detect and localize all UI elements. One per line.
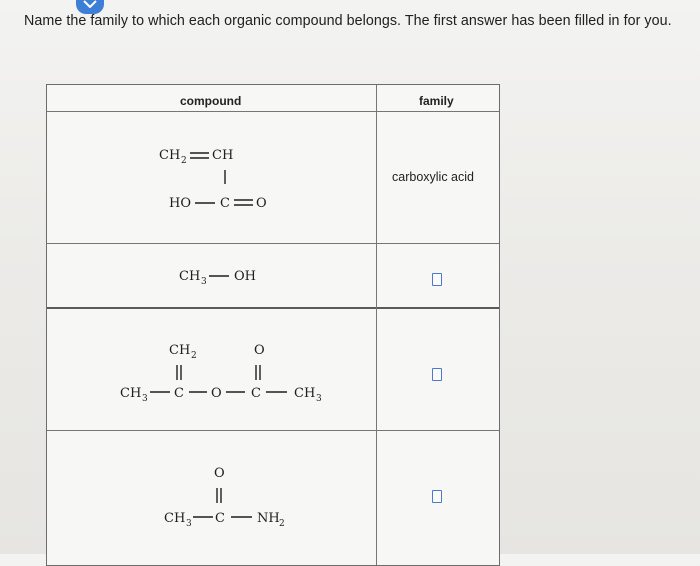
question-instructions: Name the family to which each organic compound belongs. The first answer has been filled in for you. bbox=[24, 13, 672, 29]
formula-text: O bbox=[214, 466, 225, 481]
compound-family-table bbox=[46, 84, 500, 566]
formula-text: O bbox=[211, 386, 222, 401]
formula-text: CH bbox=[159, 148, 181, 163]
formula-text: O bbox=[256, 196, 267, 211]
formula-text: CH bbox=[164, 511, 186, 526]
formula-text: C bbox=[220, 196, 230, 211]
formula-text: OH bbox=[234, 269, 256, 284]
formula-text: C bbox=[215, 511, 225, 526]
formula-text: NH bbox=[257, 511, 280, 526]
compound-formula-row-4 bbox=[157, 460, 377, 550]
formula-text: CH bbox=[294, 386, 316, 401]
formula-text: C bbox=[174, 386, 184, 401]
compound-formula-row-3 bbox=[117, 335, 377, 435]
family-answer-row-1: carboxylic acid bbox=[392, 170, 474, 184]
formula-subscript: 2 bbox=[191, 351, 197, 361]
formula-subscript: 3 bbox=[142, 394, 148, 404]
family-answer-input-row-2[interactable] bbox=[432, 273, 442, 286]
formula-subscript: 3 bbox=[186, 519, 192, 529]
formula-text: CH bbox=[120, 386, 142, 401]
formula-text: CH bbox=[179, 269, 201, 284]
formula-subscript: 3 bbox=[201, 277, 207, 287]
formula-subscript: 2 bbox=[181, 156, 187, 166]
formula-text: CH bbox=[169, 343, 191, 358]
family-answer-input-row-3[interactable] bbox=[432, 368, 442, 381]
formula-text: CH bbox=[212, 148, 234, 163]
formula-text: HO bbox=[169, 196, 191, 211]
table-divider bbox=[47, 111, 499, 112]
header-family: family bbox=[419, 94, 454, 108]
formula-text: O bbox=[254, 343, 265, 358]
compound-formula-row-2 bbox=[157, 260, 357, 300]
table-divider bbox=[47, 307, 499, 309]
compound-formula-row-1 bbox=[137, 130, 337, 250]
formula-subscript: 2 bbox=[279, 519, 285, 529]
formula-text: C bbox=[251, 386, 261, 401]
header-compound: compound bbox=[180, 94, 242, 108]
family-answer-input-row-4[interactable] bbox=[432, 490, 442, 503]
collapse-chevron-button[interactable] bbox=[76, 0, 104, 14]
formula-subscript: 3 bbox=[316, 394, 322, 404]
chevron-down-icon bbox=[83, 0, 97, 8]
